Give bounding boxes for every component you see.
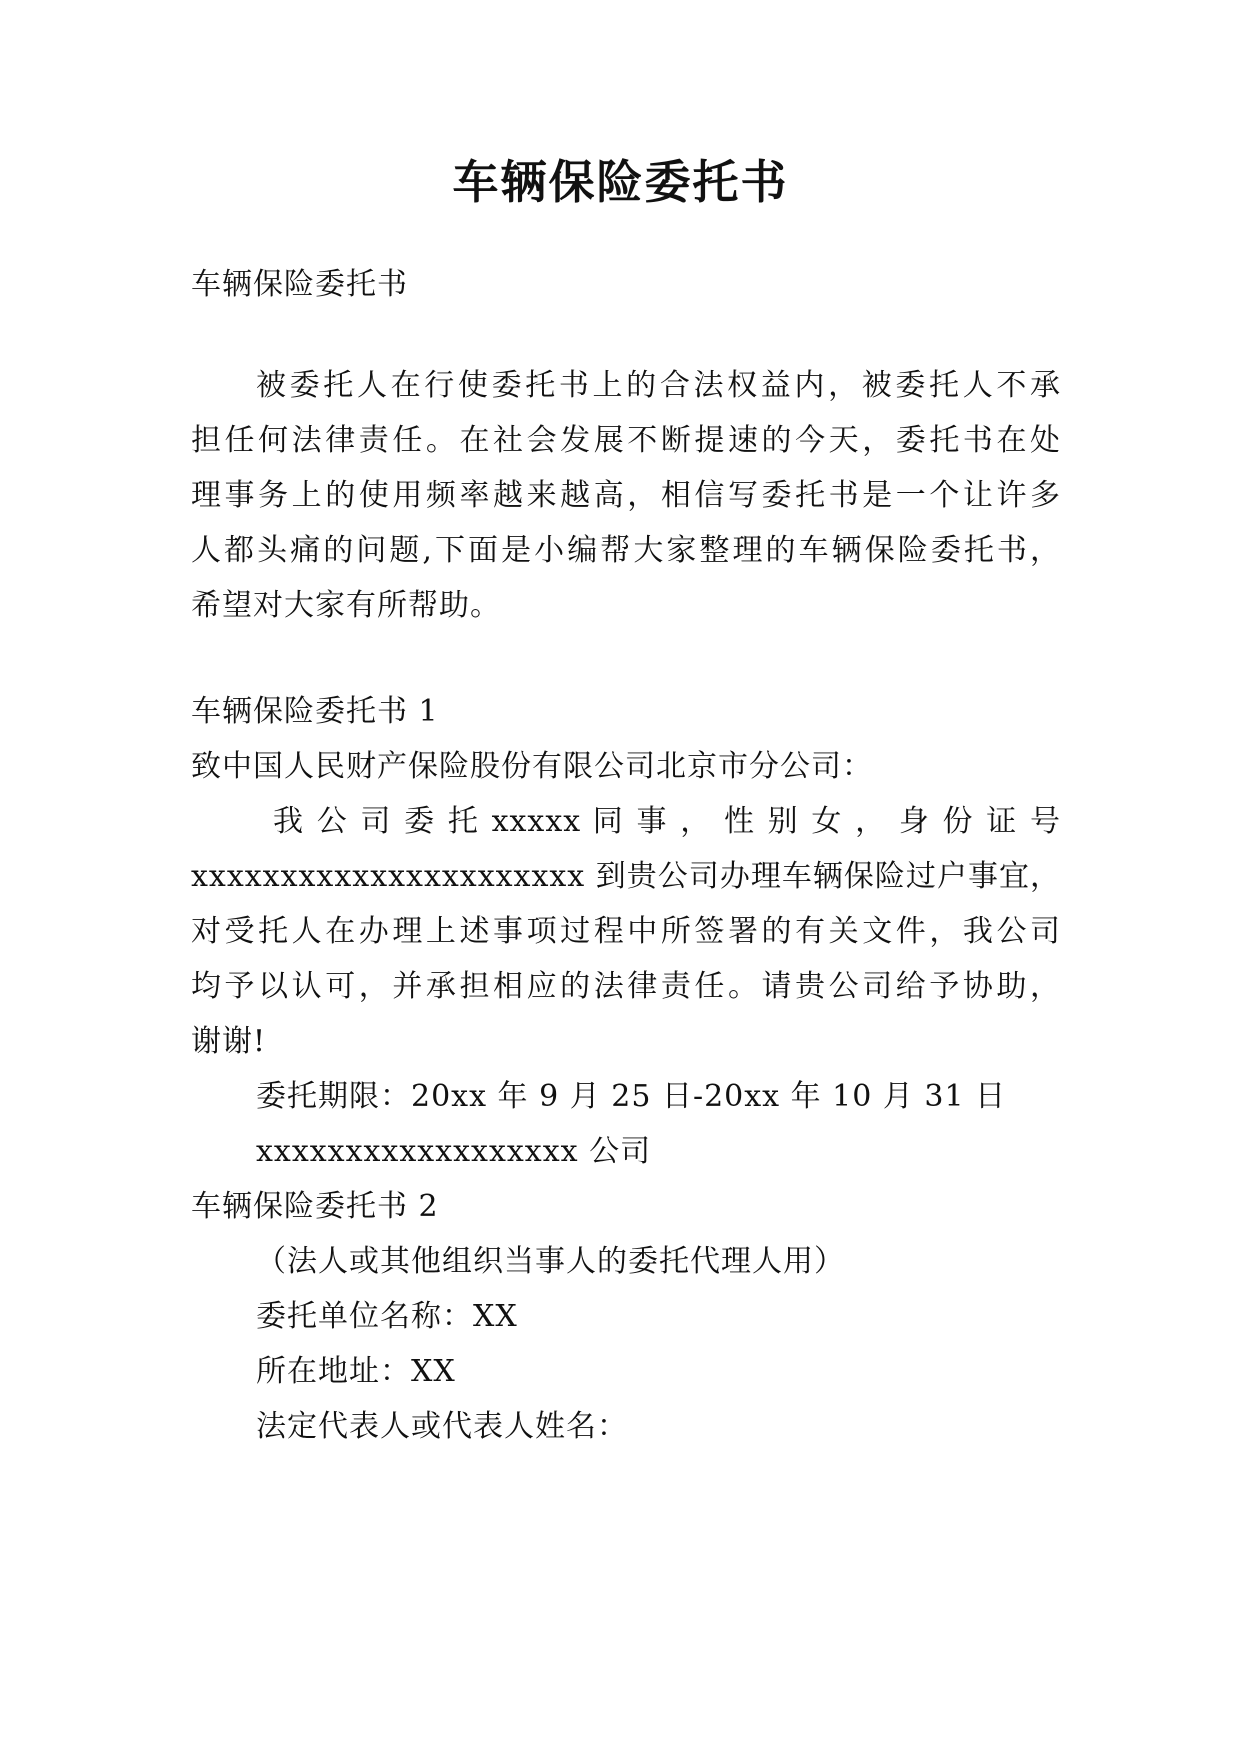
section2-heading: 车辆保险委托书 2 <box>191 1189 439 1224</box>
section1-body-line-2: xxxxxxxxxxxxxxxxxxxxxx 到贵公司办理车辆保险过户事宜， <box>191 859 1061 894</box>
section1-addressee: 致中国人民财产保险股份有限公司北京市分公司： <box>191 749 873 784</box>
section2-representative: 法定代表人或代表人姓名： <box>256 1409 628 1444</box>
section1-heading: 车辆保险委托书 1 <box>191 694 439 729</box>
section2-unit-name: 委托单位名称：XX <box>256 1299 518 1334</box>
intro-line-2: 担任何法律责任。在社会发展不断提速的今天，委托书在处 <box>191 423 1061 458</box>
intro-line-4: 人都头痛的问题,下面是小编帮大家整理的车辆保险委托书， <box>191 533 1061 568</box>
document-title: 车辆保险委托书 <box>452 155 789 209</box>
section1-body-line-3: 对受托人在办理上述事项过程中所签署的有关文件，我公司 <box>191 914 1061 949</box>
section1-period: 委托期限：20xx 年 9 月 25 日-20xx 年 10 月 31 日 <box>256 1079 1007 1114</box>
intro-line-1: 被委托人在行使委托书上的合法权益内，被委托人不承 <box>256 368 1061 403</box>
section1-body-line-5: 谢谢! <box>191 1024 267 1059</box>
intro-line-3: 理事务上的使用频率越来越高，相信写委托书是一个让许多 <box>191 478 1061 513</box>
section2-note: （法人或其他组织当事人的委托代理人用） <box>256 1244 845 1279</box>
subtitle: 车辆保险委托书 <box>191 267 408 302</box>
section1-body-line-1: 我 公 司 委 托 xxxxx 同 事 ， 性 别 女 ， 身 份 证 号 <box>273 804 1061 839</box>
section1-company: xxxxxxxxxxxxxxxxxx 公司 <box>256 1134 652 1169</box>
section1-body-line-4: 均予以认可，并承担相应的法律责任。请贵公司给予协助， <box>191 969 1061 1004</box>
section2-address: 所在地址：XX <box>256 1354 456 1389</box>
intro-line-5: 希望对大家有所帮助。 <box>191 588 501 623</box>
